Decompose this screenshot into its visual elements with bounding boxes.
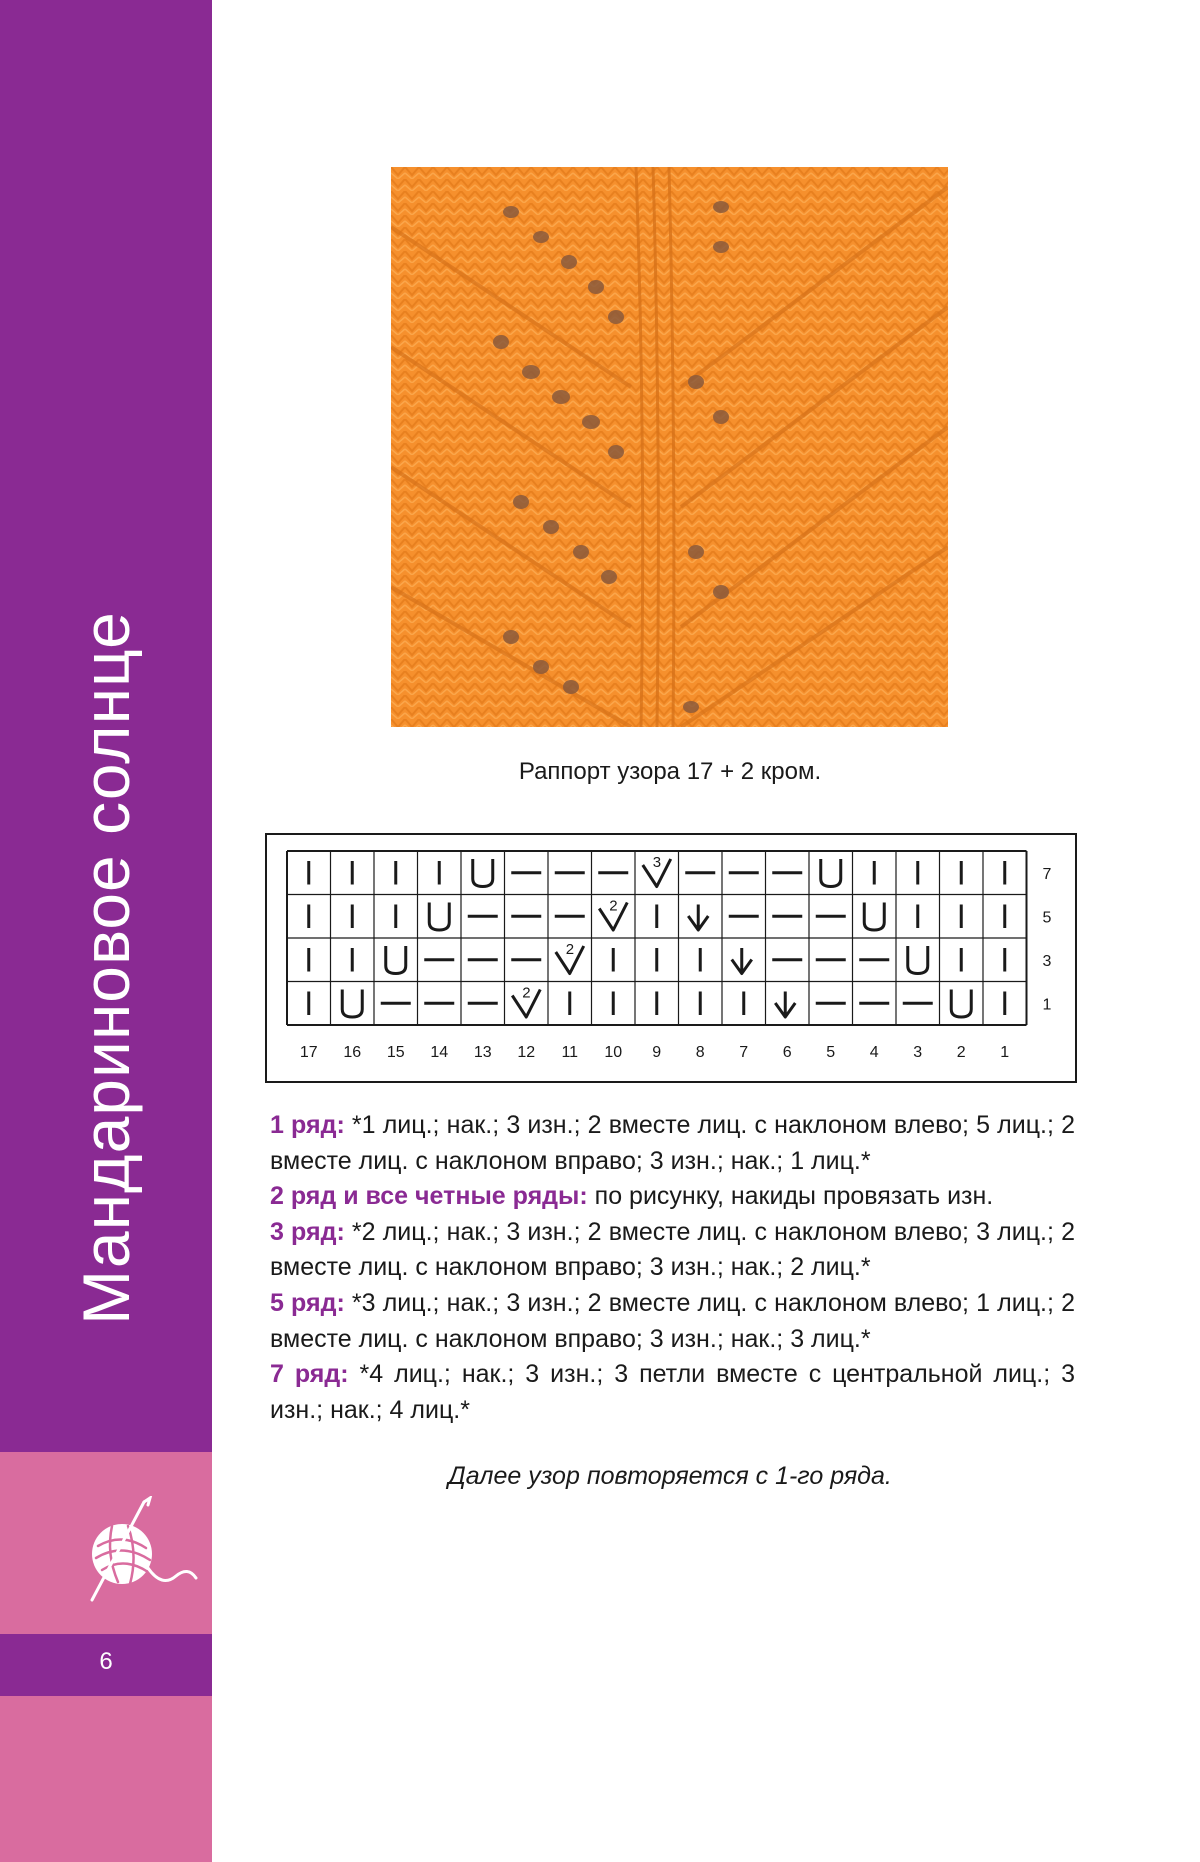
sidebar-bottom-band	[0, 1696, 212, 1862]
column-number-label: 13	[473, 1044, 492, 1061]
repeat-note: Далее узор повторяется с 1-го ряда.	[448, 1462, 892, 1490]
instruction-text: *4 лиц.; нак.; 3 изн.; 3 петли вместе с центральной лиц.; 3 изн.; нак.; 4 лиц.*	[270, 1360, 1075, 1424]
sidebar	[0, 0, 212, 1862]
yarn-over-symbol	[342, 990, 362, 1018]
instruction-label: 2 ряд и все четные ряды:	[270, 1182, 588, 1211]
knit-swatch-photo	[391, 167, 948, 727]
row-number-label: 7	[1042, 865, 1052, 883]
yarn-over-symbol	[821, 859, 841, 887]
yarn-over-symbol	[864, 903, 884, 931]
yarn-over-symbol	[429, 903, 449, 931]
yarn-over-symbol	[473, 859, 493, 887]
decrease-right-symbol	[732, 948, 752, 974]
decrease-right-symbol	[775, 992, 795, 1018]
row-number-label: 5	[1042, 909, 1052, 927]
yarn-over-symbol	[951, 990, 971, 1018]
instruction-row-3	[270, 1215, 1075, 1286]
instruction-text: *2 лиц.; нак.; 3 изн.; 2 вместе лиц. с наклоном влево; 3 лиц.; 2 вместе лиц. с наклоном вправо; 3 изн.; нак.; 2 лиц.*	[270, 1217, 1075, 1282]
column-number-label: 8	[695, 1044, 705, 1061]
row-number-label: 1	[1042, 996, 1052, 1014]
instruction-row-5	[270, 1286, 1075, 1357]
column-number-label: 2	[956, 1044, 966, 1061]
row-instructions	[270, 1108, 1075, 1428]
instruction-text: *1 лиц.; нак.; 3 изн.; 2 вместе лиц. с наклоном влево; 5 лиц.; 2 вместе лиц. с наклоном вправо; 3 изн.; нак.; 1 лиц.*	[270, 1111, 1075, 1175]
pattern-repeat-caption: Раппорт узора 17 + 2 кром.	[518, 758, 822, 785]
yarn-over-symbol	[908, 946, 928, 974]
column-number-label: 5	[826, 1044, 836, 1061]
instruction-row-1	[270, 1108, 1075, 1179]
column-number-label: 6	[782, 1044, 792, 1061]
row-number-label: 3	[1042, 952, 1052, 970]
column-number-label: 12	[517, 1044, 536, 1061]
instruction-label: 3 ряд:	[270, 1217, 345, 1246]
instruction-text: по рисунку, накиды провязать изн.	[587, 1182, 994, 1211]
column-number-label: 9	[652, 1044, 662, 1061]
stitch-count-label: 3	[652, 854, 662, 871]
yarn-ball-icon	[78, 1496, 200, 1606]
column-number-label: 7	[739, 1044, 749, 1061]
column-number-label: 14	[430, 1044, 449, 1061]
instruction-row-2	[270, 1179, 1075, 1215]
page-number: 6	[99, 1648, 113, 1675]
column-number-label: 10	[604, 1044, 623, 1061]
column-number-label: 11	[561, 1044, 579, 1061]
instruction-label: 5 ряд:	[270, 1288, 345, 1317]
swatch-illustration	[391, 167, 948, 727]
column-number-label: 4	[869, 1044, 879, 1061]
column-number-label: 17	[299, 1044, 318, 1061]
instruction-label: 1 ряд:	[270, 1111, 345, 1139]
instruction-text: *3 лиц.; нак.; 3 изн.; 2 вместе лиц. с наклоном влево; 1 лиц.; 2 вместе лиц. с наклоном вправо; 3 изн.; нак.; 3 лиц.*	[270, 1288, 1075, 1353]
column-number-label: 1	[1000, 1044, 1010, 1061]
instruction-row-7	[270, 1357, 1075, 1428]
instruction-label: 7 ряд:	[270, 1360, 349, 1389]
yarn-over-symbol	[386, 946, 406, 974]
page-title: Мандариновое солнце	[69, 611, 143, 1325]
decrease-right-symbol	[688, 905, 708, 931]
chart-grid	[267, 835, 1075, 1081]
stitch-count-label: 2	[609, 897, 618, 915]
stitch-count-label: 2	[565, 941, 575, 958]
stitch-count-label: 2	[522, 984, 531, 1002]
column-number-label: 3	[913, 1044, 923, 1061]
column-number-label: 15	[386, 1044, 405, 1061]
column-number-label: 16	[343, 1044, 362, 1061]
knitting-chart	[265, 833, 1077, 1083]
